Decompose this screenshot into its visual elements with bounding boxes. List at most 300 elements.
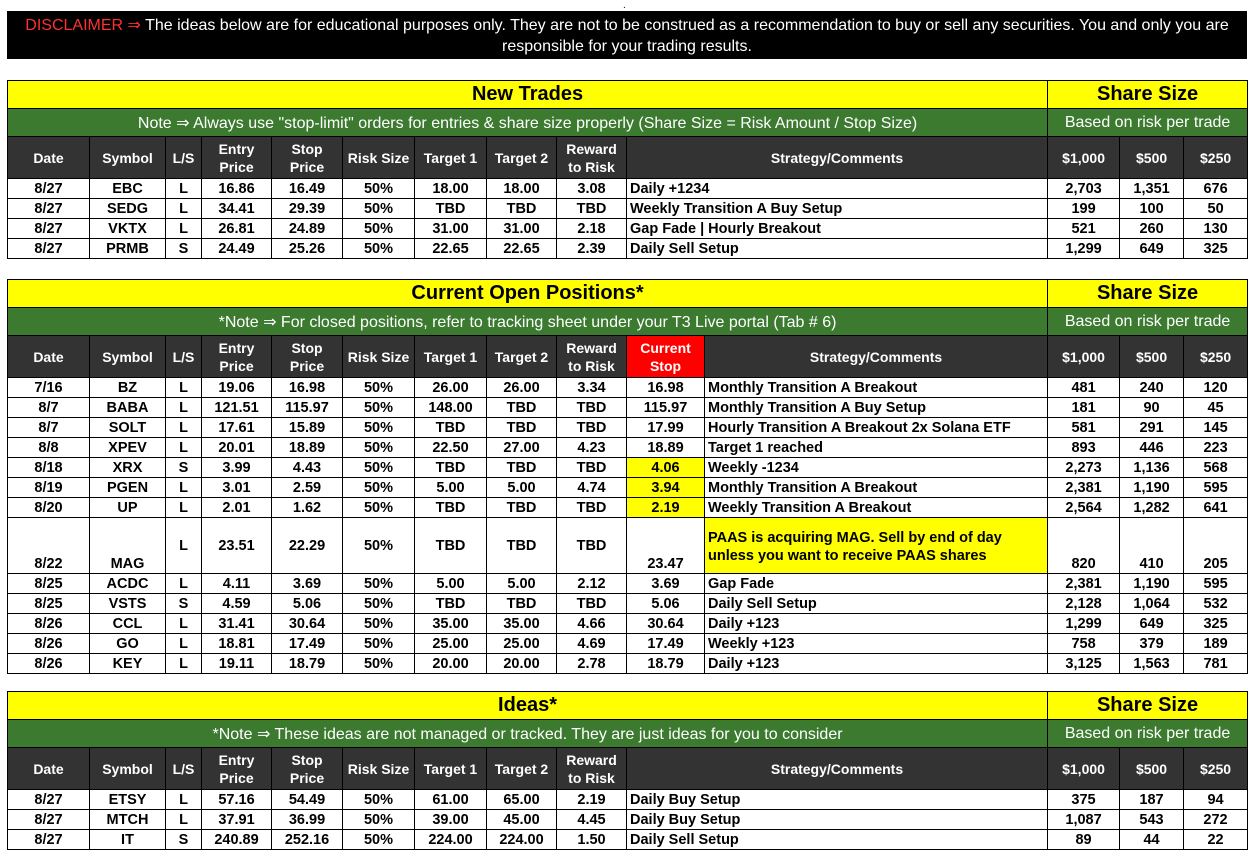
cell-comment: PAAS is acquiring MAG. Sell by end of day unless you want to receive PAAS shares xyxy=(705,518,1048,574)
cell-s1: 375 xyxy=(1048,790,1120,810)
cell-t1: 5.00 xyxy=(415,574,487,594)
cell-stop: 4.43 xyxy=(272,458,343,478)
table-row xyxy=(8,810,1248,830)
col-reward-risk: Reward to Risk xyxy=(557,137,627,179)
cell-rr: 4.74 xyxy=(557,478,627,498)
cell-comment: Daily +1234 xyxy=(627,179,1048,199)
cell-entry: 3.01 xyxy=(202,478,272,498)
cell-cur: 4.06 xyxy=(627,458,705,478)
cell-stop: 25.26 xyxy=(272,239,343,259)
cell-s2: 240 xyxy=(1120,378,1184,398)
cell-entry: 4.11 xyxy=(202,574,272,594)
cell-s1: 1,299 xyxy=(1048,614,1120,634)
cell-ls: S xyxy=(166,830,202,850)
section-title: Ideas* xyxy=(8,692,1048,720)
cell-t1: 20.00 xyxy=(415,654,487,674)
cell-t1: TBD xyxy=(415,418,487,438)
cell-s3: 676 xyxy=(1184,179,1248,199)
share-size-subtitle: Based on risk per trade xyxy=(1048,109,1248,137)
cell-stop: 22.29 xyxy=(272,518,343,574)
section-note: *Note ⇒ These ideas are not managed or tracked. They are just ideas for you to consider xyxy=(8,720,1048,748)
arrow-icon: ⇒ xyxy=(127,17,141,34)
cell-cur: 3.94 xyxy=(627,478,705,498)
col-entry: Entry Price xyxy=(202,748,272,790)
cell-t2: TBD xyxy=(487,398,557,418)
cell-stop: 15.89 xyxy=(272,418,343,438)
open-positions-table xyxy=(7,279,1248,674)
cell-risk: 50% xyxy=(343,478,415,498)
cell-symbol: XRX xyxy=(90,458,166,478)
cell-ls: S xyxy=(166,458,202,478)
cell-s2: 379 xyxy=(1120,634,1184,654)
section-title: New Trades xyxy=(8,81,1048,109)
cell-rr: 3.34 xyxy=(557,378,627,398)
table-row xyxy=(8,790,1248,810)
cell-stop: 16.98 xyxy=(272,378,343,398)
cell-date: 7/16 xyxy=(8,378,90,398)
cell-date: 8/27 xyxy=(8,830,90,850)
col-target1: Target 1 xyxy=(415,137,487,179)
cell-risk: 50% xyxy=(343,378,415,398)
cell-t2: 31.00 xyxy=(487,219,557,239)
cell-entry: 24.49 xyxy=(202,239,272,259)
cell-ls: L xyxy=(166,810,202,830)
cell-t1: 35.00 xyxy=(415,614,487,634)
cell-rr: TBD xyxy=(557,418,627,438)
cell-t2: 26.00 xyxy=(487,378,557,398)
cell-s2: 410 xyxy=(1120,518,1184,574)
cell-date: 8/25 xyxy=(8,594,90,614)
cell-symbol: IT xyxy=(90,830,166,850)
cell-s2: 100 xyxy=(1120,199,1184,219)
share-size-title: Share Size xyxy=(1048,81,1248,109)
disclaimer-banner xyxy=(7,11,1247,59)
col-size-250: $250 xyxy=(1184,748,1248,790)
cell-symbol: PRMB xyxy=(90,239,166,259)
cell-symbol: EBC xyxy=(90,179,166,199)
cell-date: 8/27 xyxy=(8,179,90,199)
cell-s3: 45 xyxy=(1184,398,1248,418)
cell-stop: 3.69 xyxy=(272,574,343,594)
cell-date: 8/27 xyxy=(8,810,90,830)
cell-entry: 20.01 xyxy=(202,438,272,458)
cell-ls: S xyxy=(166,594,202,614)
cell-s2: 291 xyxy=(1120,418,1184,438)
cell-rr: TBD xyxy=(557,398,627,418)
cell-entry: 2.01 xyxy=(202,498,272,518)
col-size-250: $250 xyxy=(1184,336,1248,378)
cell-cur: 17.99 xyxy=(627,418,705,438)
cell-t2: 27.00 xyxy=(487,438,557,458)
cell-risk: 50% xyxy=(343,654,415,674)
header-row xyxy=(8,137,1248,179)
cell-s2: 1,282 xyxy=(1120,498,1184,518)
cell-s3: 568 xyxy=(1184,458,1248,478)
table-row xyxy=(8,199,1248,219)
cell-s2: 649 xyxy=(1120,239,1184,259)
cell-cur: 16.98 xyxy=(627,378,705,398)
col-entry: Entry Price xyxy=(202,336,272,378)
ideas-table xyxy=(7,691,1248,850)
cell-s1: 89 xyxy=(1048,830,1120,850)
cell-s3: 189 xyxy=(1184,634,1248,654)
cell-t2: TBD xyxy=(487,199,557,219)
share-size-subtitle: Based on risk per trade xyxy=(1048,720,1248,748)
cell-t1: TBD xyxy=(415,518,487,574)
cell-comment: Monthly Transition A Buy Setup xyxy=(705,398,1048,418)
cell-t2: 65.00 xyxy=(487,790,557,810)
cell-t1: 22.65 xyxy=(415,239,487,259)
cell-entry: 240.89 xyxy=(202,830,272,850)
cell-s1: 1,087 xyxy=(1048,810,1120,830)
cell-s2: 1,563 xyxy=(1120,654,1184,674)
col-symbol: Symbol xyxy=(90,748,166,790)
cell-date: 8/8 xyxy=(8,438,90,458)
cell-s1: 581 xyxy=(1048,418,1120,438)
cell-s1: 3,125 xyxy=(1048,654,1120,674)
col-symbol: Symbol xyxy=(90,336,166,378)
table-row xyxy=(8,418,1248,438)
cell-risk: 50% xyxy=(343,594,415,614)
cell-date: 8/26 xyxy=(8,614,90,634)
cell-ls: L xyxy=(166,199,202,219)
header-row xyxy=(8,748,1248,790)
cell-symbol: SOLT xyxy=(90,418,166,438)
cell-risk: 50% xyxy=(343,199,415,219)
cell-stop: 115.97 xyxy=(272,398,343,418)
table-row xyxy=(8,438,1248,458)
cell-entry: 23.51 xyxy=(202,518,272,574)
cell-date: 8/27 xyxy=(8,790,90,810)
cell-date: 8/26 xyxy=(8,634,90,654)
cell-t2: 224.00 xyxy=(487,830,557,850)
cell-rr: TBD xyxy=(557,594,627,614)
cell-comment: Weekly +123 xyxy=(705,634,1048,654)
cell-cur: 5.06 xyxy=(627,594,705,614)
cell-s3: 22 xyxy=(1184,830,1248,850)
col-strategy: Strategy/Comments xyxy=(627,137,1048,179)
cell-t2: 5.00 xyxy=(487,478,557,498)
col-size-1000: $1,000 xyxy=(1048,137,1120,179)
cell-date: 8/27 xyxy=(8,239,90,259)
cell-t1: TBD xyxy=(415,498,487,518)
col-risk: Risk Size xyxy=(343,748,415,790)
cell-entry: 17.61 xyxy=(202,418,272,438)
cell-t2: 45.00 xyxy=(487,810,557,830)
cell-ls: L xyxy=(166,634,202,654)
cell-risk: 50% xyxy=(343,574,415,594)
cell-s3: 145 xyxy=(1184,418,1248,438)
cell-comment: Target 1 reached xyxy=(705,438,1048,458)
col-date: Date xyxy=(8,336,90,378)
cell-entry: 34.41 xyxy=(202,199,272,219)
cell-date: 8/25 xyxy=(8,574,90,594)
cell-rr: 2.18 xyxy=(557,219,627,239)
col-size-1000: $1,000 xyxy=(1048,748,1120,790)
col-ls: L/S xyxy=(166,748,202,790)
col-risk: Risk Size xyxy=(343,137,415,179)
cell-stop: 54.49 xyxy=(272,790,343,810)
cell-date: 8/26 xyxy=(8,654,90,674)
cell-stop: 18.79 xyxy=(272,654,343,674)
table-row xyxy=(8,478,1248,498)
table-row xyxy=(8,498,1248,518)
table-row xyxy=(8,654,1248,674)
cell-rr: TBD xyxy=(557,498,627,518)
cell-date: 8/22 xyxy=(8,518,90,574)
cell-comment: Hourly Transition A Breakout 2x Solana ETF xyxy=(705,418,1048,438)
table-row xyxy=(8,458,1248,478)
cell-s1: 2,381 xyxy=(1048,478,1120,498)
cell-entry: 19.06 xyxy=(202,378,272,398)
cell-rr: 4.23 xyxy=(557,438,627,458)
table-row xyxy=(8,594,1248,614)
cell-risk: 50% xyxy=(343,614,415,634)
cell-symbol: MTCH xyxy=(90,810,166,830)
cell-comment: Monthly Transition A Breakout xyxy=(705,378,1048,398)
cell-rr: 4.45 xyxy=(557,810,627,830)
col-target2: Target 2 xyxy=(487,336,557,378)
cell-t2: 35.00 xyxy=(487,614,557,634)
cell-t1: 31.00 xyxy=(415,219,487,239)
cell-symbol: CCL xyxy=(90,614,166,634)
cell-risk: 50% xyxy=(343,634,415,654)
table-row xyxy=(8,179,1248,199)
cell-ls: L xyxy=(166,438,202,458)
cell-t1: 61.00 xyxy=(415,790,487,810)
col-reward-risk: Reward to Risk xyxy=(557,336,627,378)
cell-comment: Gap Fade | Hourly Breakout xyxy=(627,219,1048,239)
col-target1: Target 1 xyxy=(415,748,487,790)
table-row xyxy=(8,398,1248,418)
cell-comment: Weekly -1234 xyxy=(705,458,1048,478)
cell-s3: 94 xyxy=(1184,790,1248,810)
cell-risk: 50% xyxy=(343,418,415,438)
cell-s1: 1,299 xyxy=(1048,239,1120,259)
col-strategy: Strategy/Comments xyxy=(627,748,1048,790)
cell-s2: 446 xyxy=(1120,438,1184,458)
top-dot: . xyxy=(623,0,626,11)
cell-rr: 2.39 xyxy=(557,239,627,259)
cell-t1: 26.00 xyxy=(415,378,487,398)
cell-s3: 641 xyxy=(1184,498,1248,518)
cell-s1: 2,564 xyxy=(1048,498,1120,518)
cell-comment: Daily Sell Setup xyxy=(627,239,1048,259)
cell-stop: 2.59 xyxy=(272,478,343,498)
share-size-title: Share Size xyxy=(1048,280,1248,308)
cell-s3: 223 xyxy=(1184,438,1248,458)
cell-s3: 595 xyxy=(1184,574,1248,594)
cell-symbol: BZ xyxy=(90,378,166,398)
cell-s3: 595 xyxy=(1184,478,1248,498)
cell-entry: 19.11 xyxy=(202,654,272,674)
col-size-500: $500 xyxy=(1120,336,1184,378)
cell-t1: 224.00 xyxy=(415,830,487,850)
cell-s1: 893 xyxy=(1048,438,1120,458)
cell-s3: 781 xyxy=(1184,654,1248,674)
cell-ls: L xyxy=(166,614,202,634)
cell-rr: 1.50 xyxy=(557,830,627,850)
disclaimer-text: The ideas below are for educational purposes only. They are not to be construed as a recommendation to buy or sell any securities. You and only you are responsible for your trading results. xyxy=(145,17,1229,55)
cell-comment: Weekly Transition A Breakout xyxy=(705,498,1048,518)
col-reward-risk: Reward to Risk xyxy=(557,748,627,790)
cell-cur: 17.49 xyxy=(627,634,705,654)
cell-symbol: UP xyxy=(90,498,166,518)
cell-comment: Daily Sell Setup xyxy=(627,830,1048,850)
cell-s3: 120 xyxy=(1184,378,1248,398)
share-size-title: Share Size xyxy=(1048,692,1248,720)
cell-comment: Daily +123 xyxy=(705,614,1048,634)
cell-t2: TBD xyxy=(487,498,557,518)
cell-symbol: SEDG xyxy=(90,199,166,219)
section-note: *Note ⇒ For closed positions, refer to tracking sheet under your T3 Live portal (Tab # 6) xyxy=(8,308,1048,336)
cell-t2: TBD xyxy=(487,518,557,574)
cell-s2: 649 xyxy=(1120,614,1184,634)
cell-s2: 1,190 xyxy=(1120,574,1184,594)
cell-t2: 25.00 xyxy=(487,634,557,654)
cell-risk: 50% xyxy=(343,219,415,239)
col-strategy: Strategy/Comments xyxy=(705,336,1048,378)
cell-t1: 148.00 xyxy=(415,398,487,418)
section-note: Note ⇒ Always use "stop-limit" orders for entries & share size properly (Share Size = Risk Amount / Stop Size) xyxy=(8,109,1048,137)
cell-t2: TBD xyxy=(487,458,557,478)
cell-risk: 50% xyxy=(343,239,415,259)
cell-symbol: PGEN xyxy=(90,478,166,498)
cell-date: 8/20 xyxy=(8,498,90,518)
cell-date: 8/7 xyxy=(8,418,90,438)
cell-stop: 17.49 xyxy=(272,634,343,654)
col-target2: Target 2 xyxy=(487,137,557,179)
cell-s3: 325 xyxy=(1184,614,1248,634)
cell-entry: 3.99 xyxy=(202,458,272,478)
cell-s1: 199 xyxy=(1048,199,1120,219)
cell-entry: 18.81 xyxy=(202,634,272,654)
table-row xyxy=(8,518,1248,574)
col-ls: L/S xyxy=(166,336,202,378)
cell-rr: TBD xyxy=(557,199,627,219)
cell-stop: 30.64 xyxy=(272,614,343,634)
cell-comment: Daily Sell Setup xyxy=(705,594,1048,614)
cell-s1: 2,273 xyxy=(1048,458,1120,478)
cell-entry: 4.59 xyxy=(202,594,272,614)
cell-stop: 16.49 xyxy=(272,179,343,199)
cell-s3: 272 xyxy=(1184,810,1248,830)
cell-rr: 2.12 xyxy=(557,574,627,594)
cell-s2: 90 xyxy=(1120,398,1184,418)
cell-s1: 820 xyxy=(1048,518,1120,574)
cell-cur: 23.47 xyxy=(627,518,705,574)
cell-cur: 18.79 xyxy=(627,654,705,674)
col-ls: L/S xyxy=(166,137,202,179)
cell-ls: L xyxy=(166,398,202,418)
cell-ls: L xyxy=(166,654,202,674)
cell-rr: 2.19 xyxy=(557,790,627,810)
cell-s3: 50 xyxy=(1184,199,1248,219)
cell-symbol: MAG xyxy=(90,518,166,574)
cell-comment: Daily +123 xyxy=(705,654,1048,674)
col-stop: Stop Price xyxy=(272,748,343,790)
table-row xyxy=(8,378,1248,398)
col-size-250: $250 xyxy=(1184,137,1248,179)
cell-stop: 18.89 xyxy=(272,438,343,458)
cell-ls: S xyxy=(166,239,202,259)
cell-s3: 205 xyxy=(1184,518,1248,574)
cell-ls: L xyxy=(166,179,202,199)
cell-entry: 121.51 xyxy=(202,398,272,418)
cell-date: 8/7 xyxy=(8,398,90,418)
cell-stop: 252.16 xyxy=(272,830,343,850)
cell-s1: 2,128 xyxy=(1048,594,1120,614)
cell-s1: 181 xyxy=(1048,398,1120,418)
cell-t1: TBD xyxy=(415,594,487,614)
cell-comment: Gap Fade xyxy=(705,574,1048,594)
col-size-1000: $1,000 xyxy=(1048,336,1120,378)
cell-date: 8/18 xyxy=(8,458,90,478)
cell-ls: L xyxy=(166,219,202,239)
cell-risk: 50% xyxy=(343,498,415,518)
cell-s1: 521 xyxy=(1048,219,1120,239)
cell-rr: 4.66 xyxy=(557,614,627,634)
cell-ls: L xyxy=(166,378,202,398)
col-date: Date xyxy=(8,748,90,790)
cell-symbol: KEY xyxy=(90,654,166,674)
cell-ls: L xyxy=(166,418,202,438)
cell-s2: 260 xyxy=(1120,219,1184,239)
cell-symbol: VKTX xyxy=(90,219,166,239)
cell-symbol: ETSY xyxy=(90,790,166,810)
cell-stop: 29.39 xyxy=(272,199,343,219)
cell-s2: 1,351 xyxy=(1120,179,1184,199)
cell-t2: 5.00 xyxy=(487,574,557,594)
cell-s2: 187 xyxy=(1120,790,1184,810)
cell-risk: 50% xyxy=(343,438,415,458)
col-risk: Risk Size xyxy=(343,336,415,378)
col-stop: Stop Price xyxy=(272,137,343,179)
cell-stop: 1.62 xyxy=(272,498,343,518)
cell-cur: 18.89 xyxy=(627,438,705,458)
new-trades-table xyxy=(7,80,1248,259)
share-size-subtitle: Based on risk per trade xyxy=(1048,308,1248,336)
table-row xyxy=(8,614,1248,634)
cell-s2: 1,136 xyxy=(1120,458,1184,478)
cell-t1: 25.00 xyxy=(415,634,487,654)
cell-s3: 325 xyxy=(1184,239,1248,259)
cell-rr: TBD xyxy=(557,518,627,574)
cell-comment: Monthly Transition A Breakout xyxy=(705,478,1048,498)
cell-s1: 481 xyxy=(1048,378,1120,398)
cell-risk: 50% xyxy=(343,790,415,810)
cell-entry: 37.91 xyxy=(202,810,272,830)
cell-s2: 1,064 xyxy=(1120,594,1184,614)
cell-t2: 18.00 xyxy=(487,179,557,199)
table-row xyxy=(8,574,1248,594)
cell-t1: 39.00 xyxy=(415,810,487,830)
cell-t1: TBD xyxy=(415,458,487,478)
col-current-stop: Current Stop xyxy=(627,336,705,378)
cell-s2: 44 xyxy=(1120,830,1184,850)
cell-stop: 36.99 xyxy=(272,810,343,830)
cell-t1: TBD xyxy=(415,199,487,219)
cell-stop: 24.89 xyxy=(272,219,343,239)
cell-t1: 5.00 xyxy=(415,478,487,498)
cell-comment: Daily Buy Setup xyxy=(627,810,1048,830)
cell-ls: L xyxy=(166,790,202,810)
section-title: Current Open Positions* xyxy=(8,280,1048,308)
disclaimer-label: DISCLAIMER xyxy=(25,17,124,34)
cell-entry: 57.16 xyxy=(202,790,272,810)
cell-t2: TBD xyxy=(487,418,557,438)
cell-risk: 50% xyxy=(343,830,415,850)
